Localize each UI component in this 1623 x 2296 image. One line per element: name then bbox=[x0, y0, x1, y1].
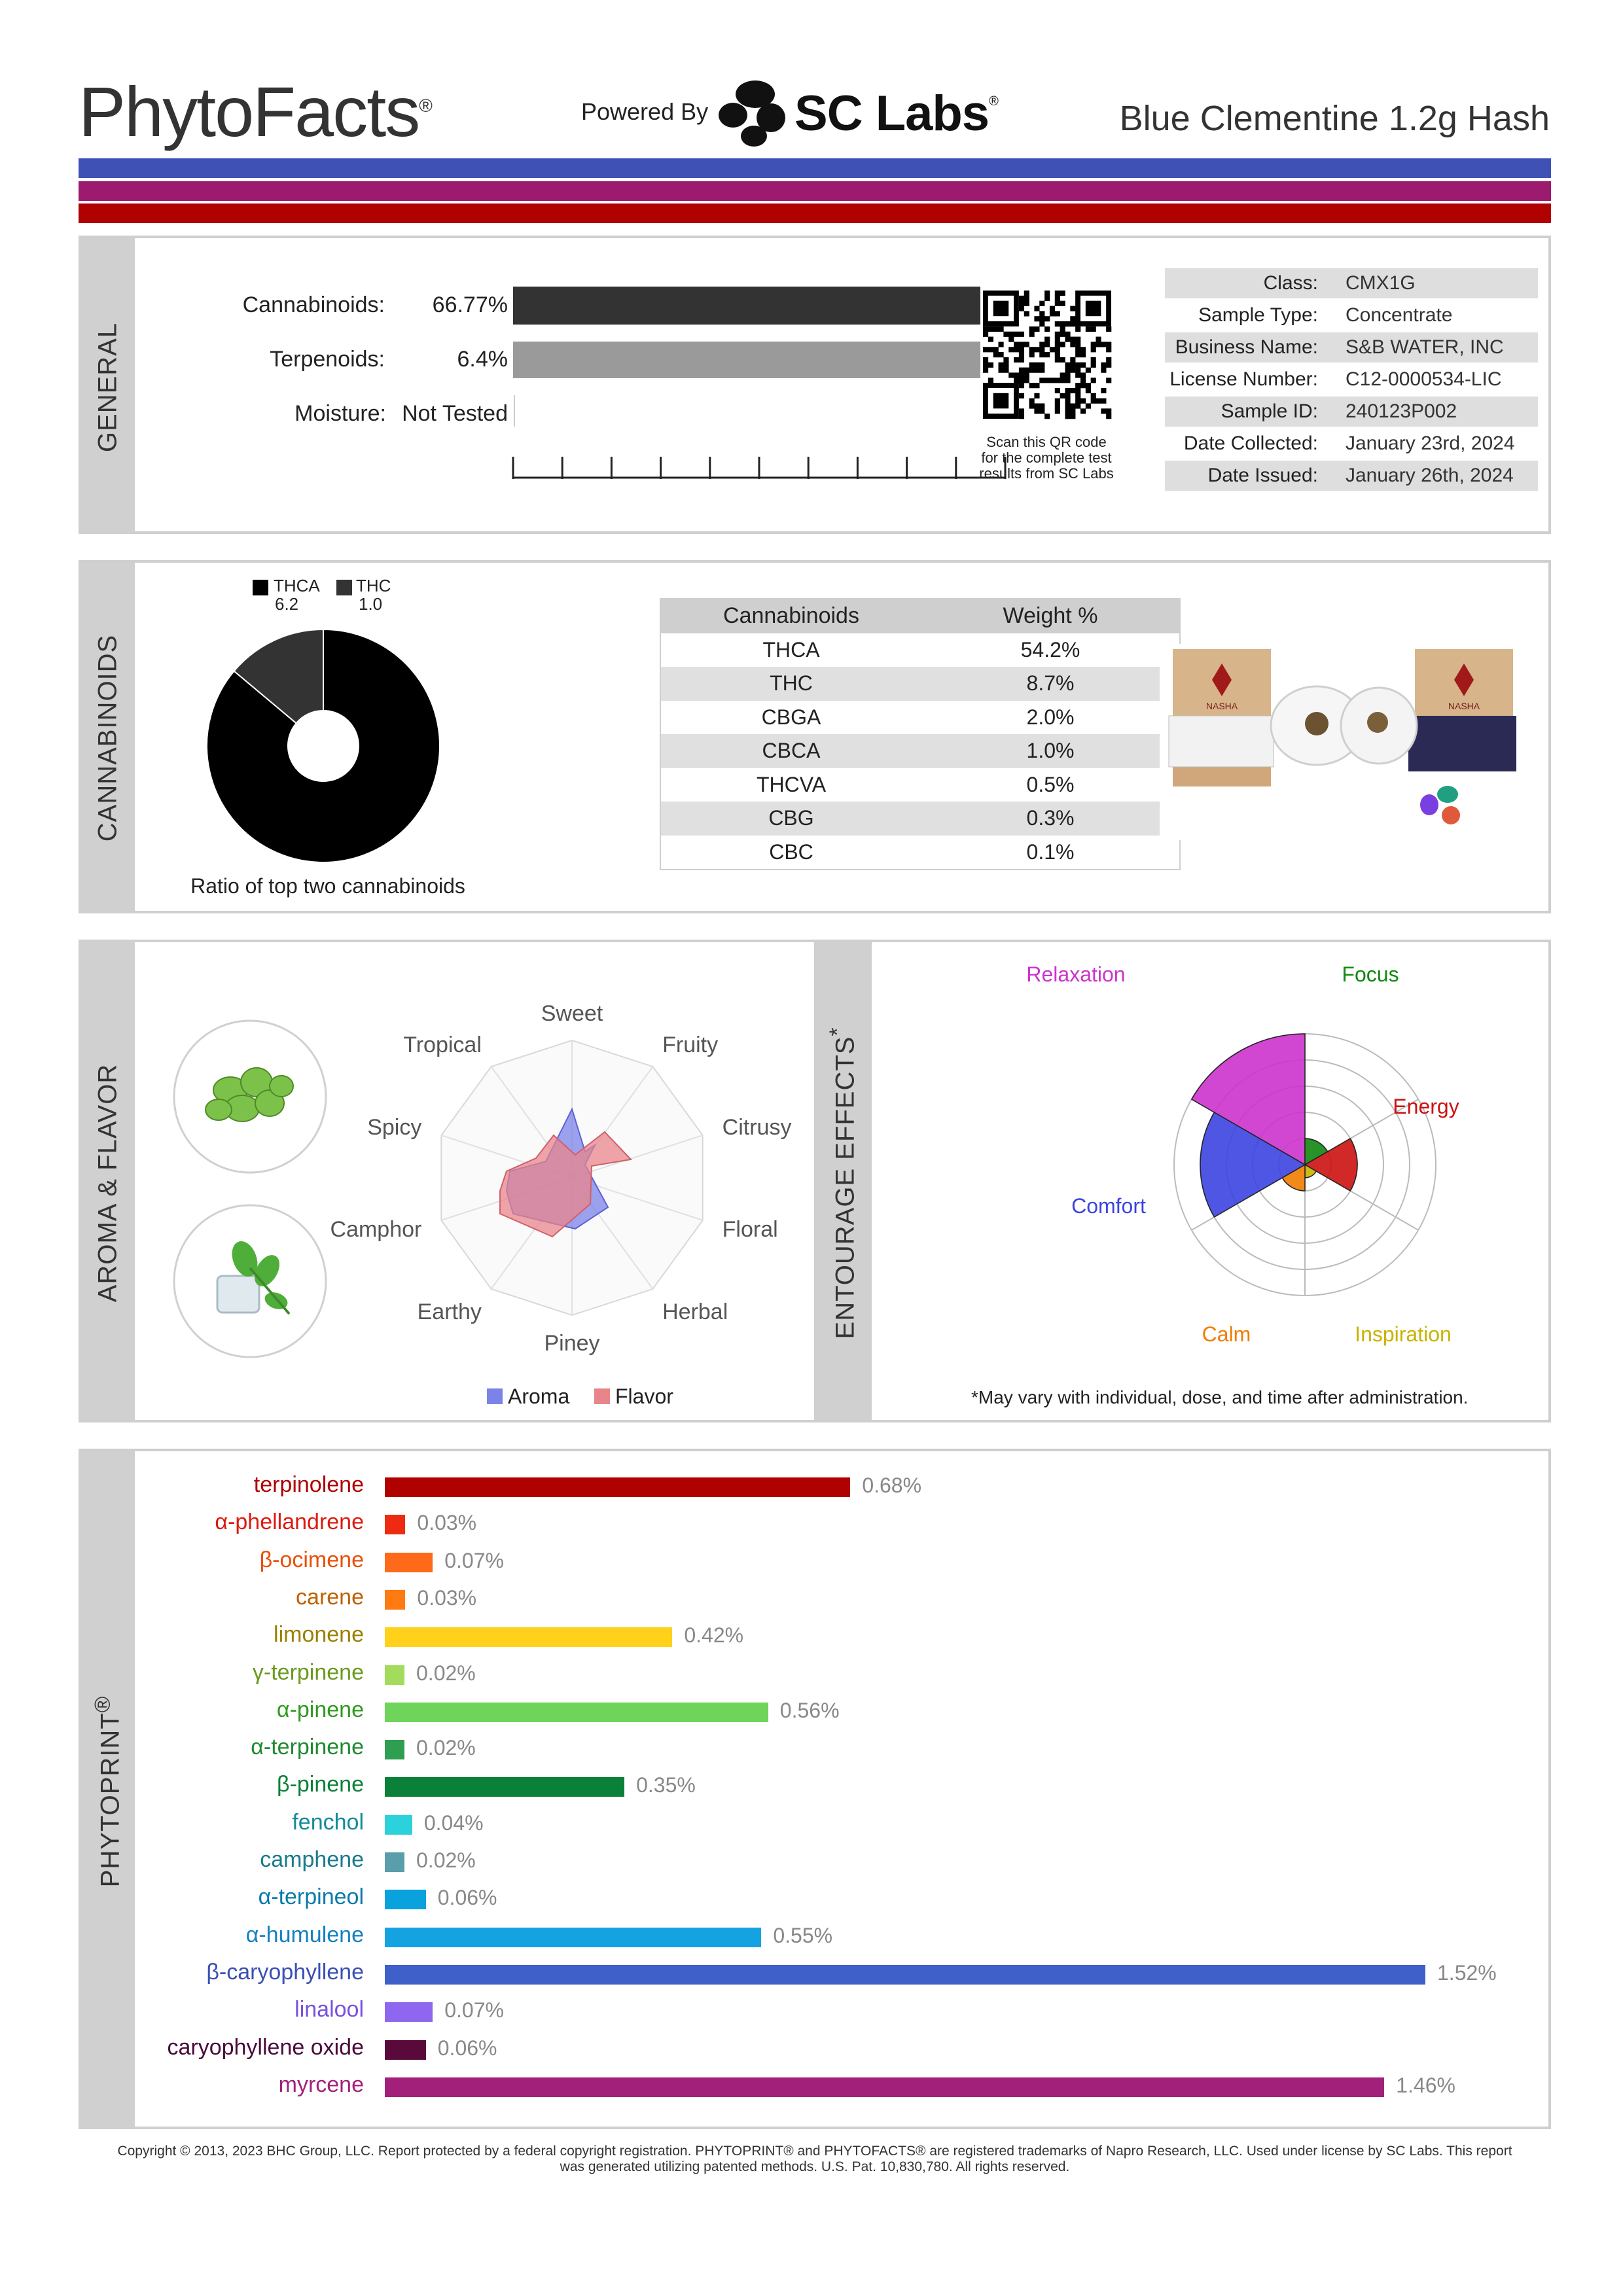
radar-axis-label: Fruity bbox=[662, 1033, 719, 1058]
radar-axis-label: Floral bbox=[722, 1216, 778, 1242]
terpene-value: 0.03% bbox=[417, 1585, 477, 1610]
effect-label: Inspiration bbox=[1355, 1322, 1452, 1346]
info-label: Business Name: bbox=[1175, 336, 1318, 358]
radar-axis-label: Tropical bbox=[403, 1033, 482, 1058]
terpene-value: 0.35% bbox=[636, 1773, 696, 1797]
header-stripe-magenta bbox=[79, 181, 1551, 201]
cannabinoids-section bbox=[79, 560, 1551, 913]
legend-swatch-thc bbox=[336, 580, 352, 595]
qr-caption: Scan this QR code for the complete test results from SC Labs bbox=[979, 434, 1114, 482]
cannabinoid-name: CBGA bbox=[761, 705, 821, 729]
terpenoids-bar bbox=[513, 342, 980, 378]
svg-text:NASHA: NASHA bbox=[1448, 701, 1480, 711]
terpene-bar bbox=[385, 1627, 672, 1647]
terpene-name: α-humulene bbox=[245, 1922, 364, 1947]
radar-axis-label: Earthy bbox=[417, 1299, 482, 1324]
phytoprint-section-label: PHYTOPRINT® bbox=[90, 1695, 125, 1888]
moisture-value: Not Tested bbox=[402, 401, 508, 426]
general-section bbox=[79, 236, 1551, 534]
legend-value-thca: 6.2 bbox=[275, 594, 299, 614]
aroma-flavor-radar-chart bbox=[330, 988, 792, 1356]
terpene-name: β-ocimene bbox=[259, 1547, 364, 1572]
cannabinoids-section-label: CANNABINOIDS bbox=[93, 634, 122, 842]
general-scale-ruler bbox=[486, 454, 1009, 483]
cannabinoid-weight: 1.0% bbox=[1026, 739, 1075, 763]
terpene-bar bbox=[385, 1477, 850, 1497]
radar-axis-label: Spicy bbox=[367, 1115, 422, 1140]
terpenoids-value: 6.4% bbox=[457, 347, 508, 372]
aroma-effects-section bbox=[79, 940, 1551, 1422]
terpene-bar bbox=[385, 1590, 405, 1610]
terpene-bar bbox=[385, 1515, 405, 1534]
terpene-name: α-phellandrene bbox=[215, 1510, 364, 1535]
cannabinoid-name: CBCA bbox=[762, 739, 821, 763]
info-label: License Number: bbox=[1169, 368, 1318, 390]
cannabinoid-table bbox=[660, 598, 1181, 870]
terpene-value: 0.06% bbox=[437, 1886, 497, 1910]
effect-label: Calm bbox=[1202, 1322, 1251, 1346]
hops-aroma-icon bbox=[171, 1018, 329, 1175]
terpene-value: 0.55% bbox=[773, 1923, 833, 1947]
mint-ice-flavor-icon bbox=[171, 1203, 329, 1360]
terpene-bar bbox=[385, 1740, 404, 1759]
info-value: Concentrate bbox=[1346, 304, 1453, 326]
cannabinoid-table-row bbox=[661, 701, 1179, 735]
info-label: Date Issued: bbox=[1207, 465, 1318, 486]
terpene-bar bbox=[385, 1665, 404, 1685]
cannabinoid-weight: 0.5% bbox=[1026, 772, 1075, 796]
cannabinoid-name: CBC bbox=[769, 839, 813, 864]
terpene-value: 0.07% bbox=[444, 1998, 504, 2022]
effect-label: Energy bbox=[1393, 1095, 1459, 1118]
cannabinoids-label: Cannabinoids: bbox=[242, 292, 385, 317]
terpene-name: α-terpineol bbox=[258, 1884, 364, 1910]
entourage-effects-polar-chart bbox=[997, 949, 1521, 1361]
info-value: January 23rd, 2024 bbox=[1346, 433, 1515, 454]
general-section-label: GENERAL bbox=[93, 322, 122, 453]
sc-labs-logo-icon bbox=[717, 79, 789, 147]
phytoprint-section bbox=[79, 1449, 1551, 2129]
cannabinoid-weight: 0.3% bbox=[1026, 806, 1075, 830]
effects-section-label: ENTOURAGE EFFECTS* bbox=[825, 1027, 860, 1339]
terpene-bar bbox=[385, 1777, 624, 1797]
cannabinoid-ratio-donut bbox=[205, 628, 441, 864]
terpene-name: limonene bbox=[274, 1622, 364, 1648]
terpene-name: camphene bbox=[260, 1847, 364, 1872]
cannabinoid-table-row bbox=[661, 633, 1179, 667]
terpene-name: caryophyllene oxide bbox=[167, 2034, 364, 2060]
product-name: Blue Clementine 1.2g Hash bbox=[1119, 99, 1550, 138]
legend-label-thc: THC bbox=[356, 576, 391, 595]
phytofacts-logo: PhytoFacts® bbox=[79, 72, 431, 151]
cannabinoid-name: THCVA bbox=[756, 772, 827, 796]
cannabinoid-table-header bbox=[661, 599, 1179, 633]
info-value: CMX1G bbox=[1346, 272, 1416, 294]
cannabinoid-name: THCA bbox=[762, 637, 820, 662]
terpene-bar bbox=[385, 1890, 426, 1909]
footer-copyright: Copyright © 2013, 2023 BHC Group, LLC. Report protected by a federal copyright registration. PHYTOPRINT® and PHYTOFACTS® are registered trademarks of Napro Research, LLC. Used under license by SC Labs. This report was generated utilizing patented methods. U.S. Pat. 10,830,780. All rights reserved. bbox=[117, 2144, 1512, 2174]
radar-axis-label: Citrusy bbox=[722, 1115, 792, 1140]
radar-axis-label: Piney bbox=[544, 1331, 600, 1356]
info-label: Class: bbox=[1263, 272, 1318, 294]
info-value: January 26th, 2024 bbox=[1346, 465, 1514, 486]
cannabinoids-value: 66.77% bbox=[432, 292, 508, 317]
cannabinoid-table-row bbox=[661, 667, 1179, 701]
info-value: C12-0000534-LIC bbox=[1346, 368, 1502, 390]
terpene-bar bbox=[385, 1928, 761, 1947]
terpene-value: 0.07% bbox=[444, 1548, 504, 1572]
cannabinoid-weight: 0.1% bbox=[1026, 839, 1075, 864]
terpene-value: 0.56% bbox=[779, 1698, 840, 1722]
legend-swatch-thca bbox=[253, 580, 268, 595]
legend-swatch-aroma bbox=[487, 1388, 503, 1404]
terpene-bar bbox=[385, 1703, 768, 1722]
info-label: Sample Type: bbox=[1198, 304, 1318, 326]
terpene-value: 1.46% bbox=[1396, 2073, 1455, 2097]
cannabinoid-table-row bbox=[661, 836, 1179, 870]
aroma-section-label: AROMA & FLAVOR bbox=[93, 1063, 122, 1303]
effect-label: Relaxation bbox=[1026, 963, 1126, 986]
terpene-name: α-pinene bbox=[276, 1697, 364, 1722]
terpene-name: terpinolene bbox=[253, 1472, 364, 1497]
legend-label-thca: THCA bbox=[274, 576, 320, 595]
cannabinoid-table-row bbox=[661, 768, 1179, 802]
radar-axis-label: Sweet bbox=[541, 1001, 603, 1026]
legend-swatch-flavor bbox=[594, 1388, 610, 1404]
general-bars bbox=[432, 284, 1024, 428]
terpene-bar bbox=[385, 2040, 426, 2060]
terpene-name: carene bbox=[296, 1584, 364, 1610]
effect-label: Focus bbox=[1342, 963, 1399, 986]
product-photo bbox=[1160, 644, 1526, 840]
terpene-name: fenchol bbox=[292, 1809, 364, 1835]
terpene-bar bbox=[385, 1553, 433, 1572]
effects-note: *May vary with individual, dose, and time after administration. bbox=[971, 1387, 1469, 1407]
cannabinoid-name: THC bbox=[770, 671, 813, 696]
terpenoids-label: Terpenoids: bbox=[270, 347, 385, 372]
cannabinoid-table-row bbox=[661, 734, 1179, 768]
terpene-name: α-terpinene bbox=[251, 1735, 364, 1760]
terpene-name: γ-terpinene bbox=[252, 1659, 364, 1685]
terpene-bar bbox=[385, 2002, 433, 2022]
terpene-name: β-pinene bbox=[277, 1772, 364, 1797]
terpene-value: 0.02% bbox=[416, 1848, 476, 1872]
cannabinoids-bar bbox=[513, 287, 980, 325]
donut-caption: Ratio of top two cannabinoids bbox=[190, 874, 465, 898]
terpene-value: 0.02% bbox=[416, 1736, 476, 1760]
sc-labs-wordmark: SC Labs® bbox=[794, 86, 998, 141]
terpene-value: 0.02% bbox=[416, 1661, 476, 1685]
powered-by-label: Powered By bbox=[581, 98, 709, 125]
terpene-bar bbox=[385, 2077, 1384, 2097]
header-cannabinoids: Cannabinoids bbox=[723, 603, 859, 629]
terpene-value: 0.03% bbox=[417, 1511, 477, 1535]
header-weight: Weight % bbox=[1003, 603, 1098, 629]
terpene-value: 0.42% bbox=[684, 1623, 744, 1648]
info-value: 240123P002 bbox=[1346, 400, 1457, 422]
cannabinoid-weight: 2.0% bbox=[1026, 705, 1075, 729]
cannabinoid-weight: 54.2% bbox=[1020, 637, 1080, 662]
qr-code[interactable] bbox=[983, 291, 1111, 419]
info-label: Sample ID: bbox=[1221, 400, 1318, 422]
terpene-value: 0.68% bbox=[862, 1474, 922, 1497]
terpene-name: myrcene bbox=[278, 2072, 364, 2097]
info-label: Date Collected: bbox=[1183, 433, 1318, 454]
svg-text:NASHA: NASHA bbox=[1205, 701, 1238, 711]
terpene-value: 1.52% bbox=[1437, 1960, 1497, 1985]
header-stripe-blue bbox=[79, 158, 1551, 178]
legend-label-aroma: Aroma bbox=[508, 1385, 570, 1408]
cannabinoid-name: CBG bbox=[768, 806, 814, 830]
radar-axis-label: Camphor bbox=[330, 1216, 422, 1242]
cannabinoid-weight: 8.7% bbox=[1026, 671, 1075, 696]
moisture-label: Moisture: bbox=[294, 401, 386, 426]
info-value: S&B WATER, INC bbox=[1346, 336, 1504, 358]
radar-axis-label: Herbal bbox=[662, 1299, 728, 1324]
terpene-name: linalool bbox=[294, 1997, 364, 2022]
terpene-bar bbox=[385, 1852, 404, 1872]
cannabinoid-table-row bbox=[661, 802, 1179, 836]
header-stripe-red bbox=[79, 203, 1551, 223]
terpene-value: 0.06% bbox=[437, 2036, 497, 2060]
terpene-value: 0.04% bbox=[423, 1810, 484, 1835]
terpene-bar bbox=[385, 1965, 1425, 1985]
legend-value-thc: 1.0 bbox=[359, 594, 383, 614]
terpene-bar bbox=[385, 1815, 412, 1835]
effect-label: Comfort bbox=[1071, 1194, 1146, 1218]
legend-label-flavor: Flavor bbox=[615, 1385, 673, 1408]
terpene-name: β-caryophyllene bbox=[206, 1959, 364, 1985]
